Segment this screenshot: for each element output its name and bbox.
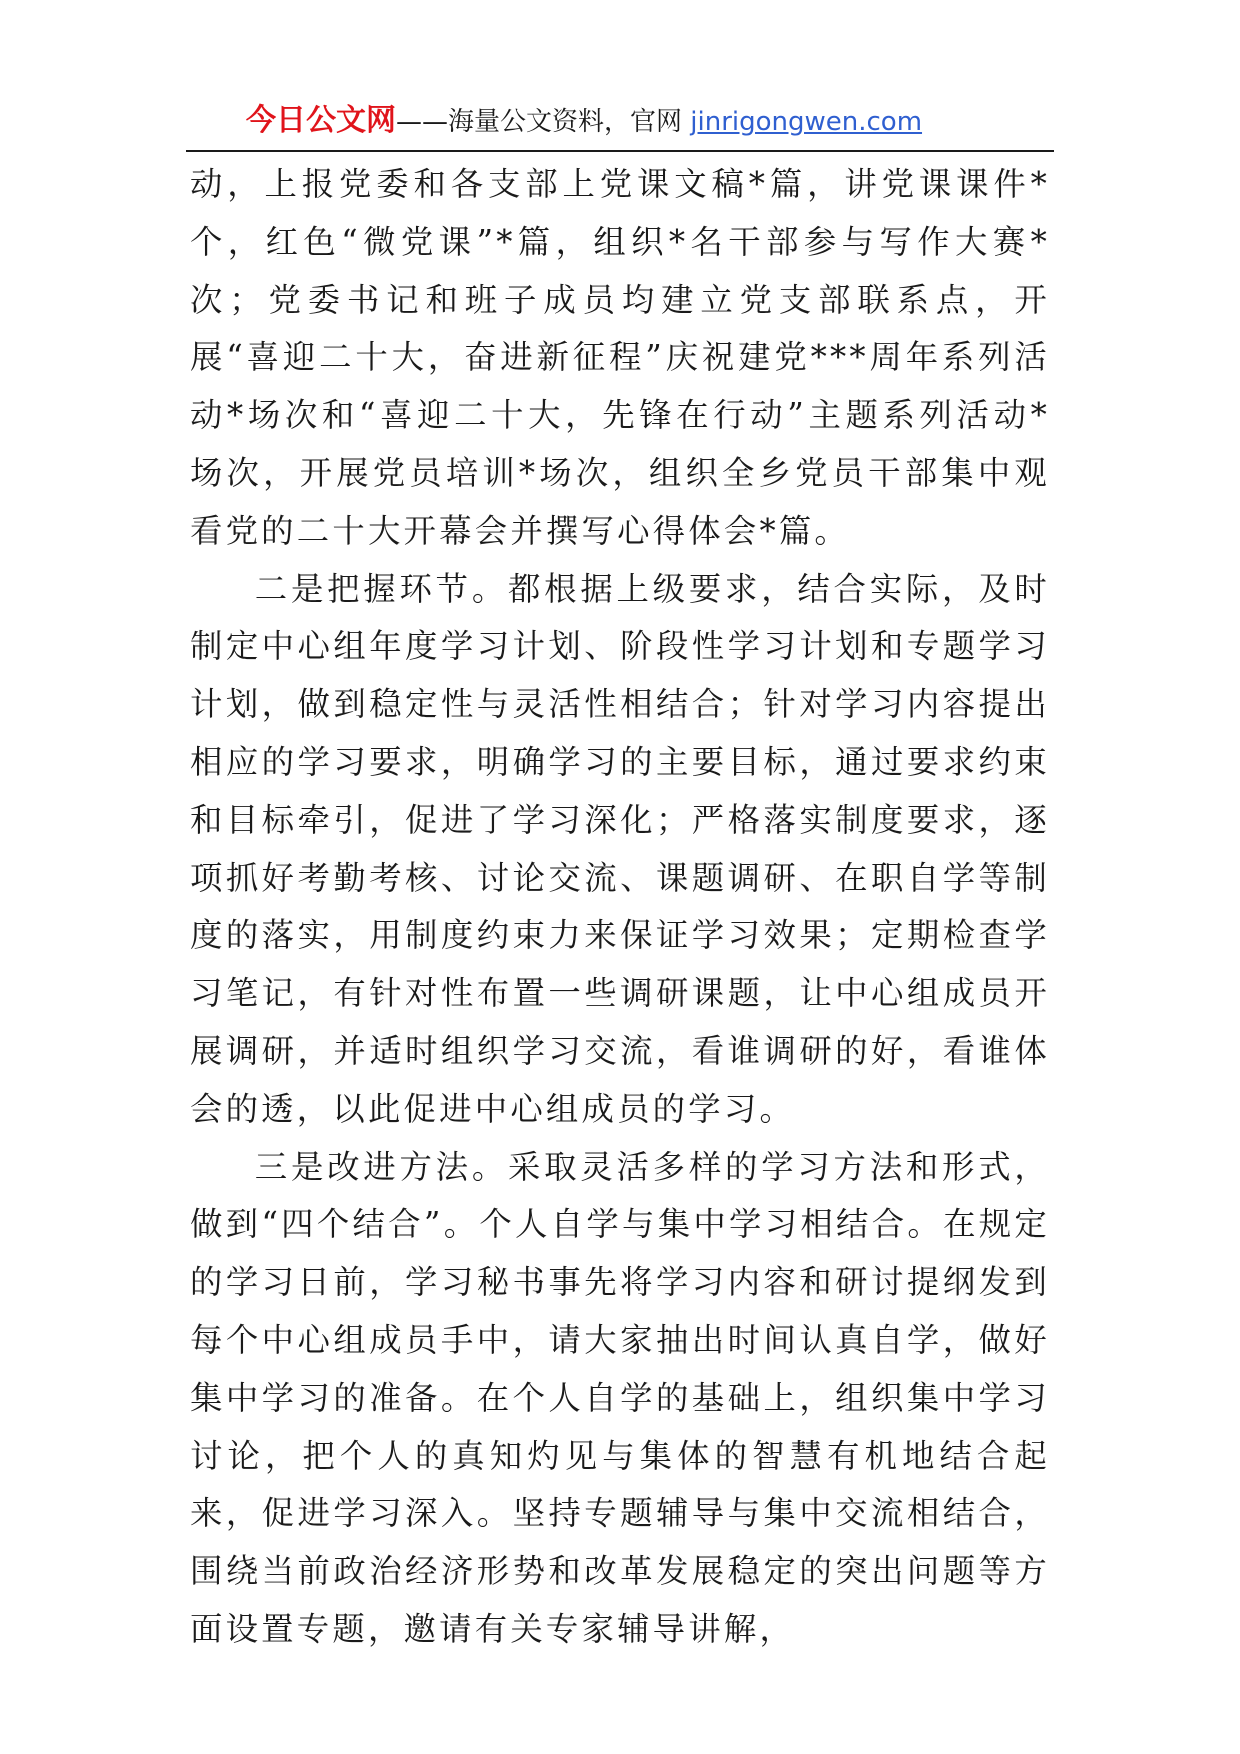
paragraph-improve-methods: 三是改进方法。采取灵活多样的学习方法和形式，做到“四个结合”。个人自学与集中学习相结合。在规定的学习日前，学习秘书事先将学习内容和研讨提纲发到每个中心组成员手中，请大家抽出时间认真自学，做好集中学习的准备。在个人自学的基础上，组织集中学习讨论，把个人的真知灼见与集体的智慧有机地结合起来，促进学习深入。坚持专题辅导与集中交流相结合，围绕当前政治经济形势和改革发展稳定的突出问题等方面设置专题，邀请有关专家辅导讲解， bbox=[190, 1147, 1050, 1648]
website-link[interactable]: jinrigongwen.com bbox=[690, 107, 923, 137]
paragraph-continuation: 动，上报党委和各支部上党课文稿*篇，讲党课课件*个，红色“微党课”*篇，组织*名干部参与写作大赛*次；党委书记和班子成员均建立党支部联系点，开展“喜迎二十大，奋进新征程”庆祝建党***周年系列活动*场次和“喜迎二十大，先锋在行动”主题系列活动*场次，开展党员培训*场次，组织全乡党员干部集中观看党的二十大开幕会并撰写心得体会*篇。 bbox=[190, 165, 1050, 550]
header-dash: —— bbox=[396, 107, 448, 137]
brand-name: 今日公文网 bbox=[246, 103, 396, 138]
header-tagline: 海量公文资料，官网 bbox=[448, 107, 691, 137]
document-body bbox=[190, 156, 1050, 1659]
header-line bbox=[246, 103, 923, 138]
page-header bbox=[186, 92, 1054, 152]
paragraph-grasp-links: 二是把握环节。都根据上级要求，结合实际，及时制定中心组年度学习计划、阶段性学习计划和专题学习计划，做到稳定性与灵活性相结合；针对学习内容提出相应的学习要求，明确学习的主要目标，通过要求约束和目标牵引，促进了学习深化；严格落实制度要求，逐项抓好考勤考核、讨论交流、课题调研、在职自学等制度的落实，用制度约束力来保证学习效果；定期检查学习笔记，有针对性布置一些调研课题，让中心组成员开展调研，并适时组织学习交流，看谁调研的好，看谁体会的透，以此促进中心组成员的学习。 bbox=[190, 569, 1050, 1128]
